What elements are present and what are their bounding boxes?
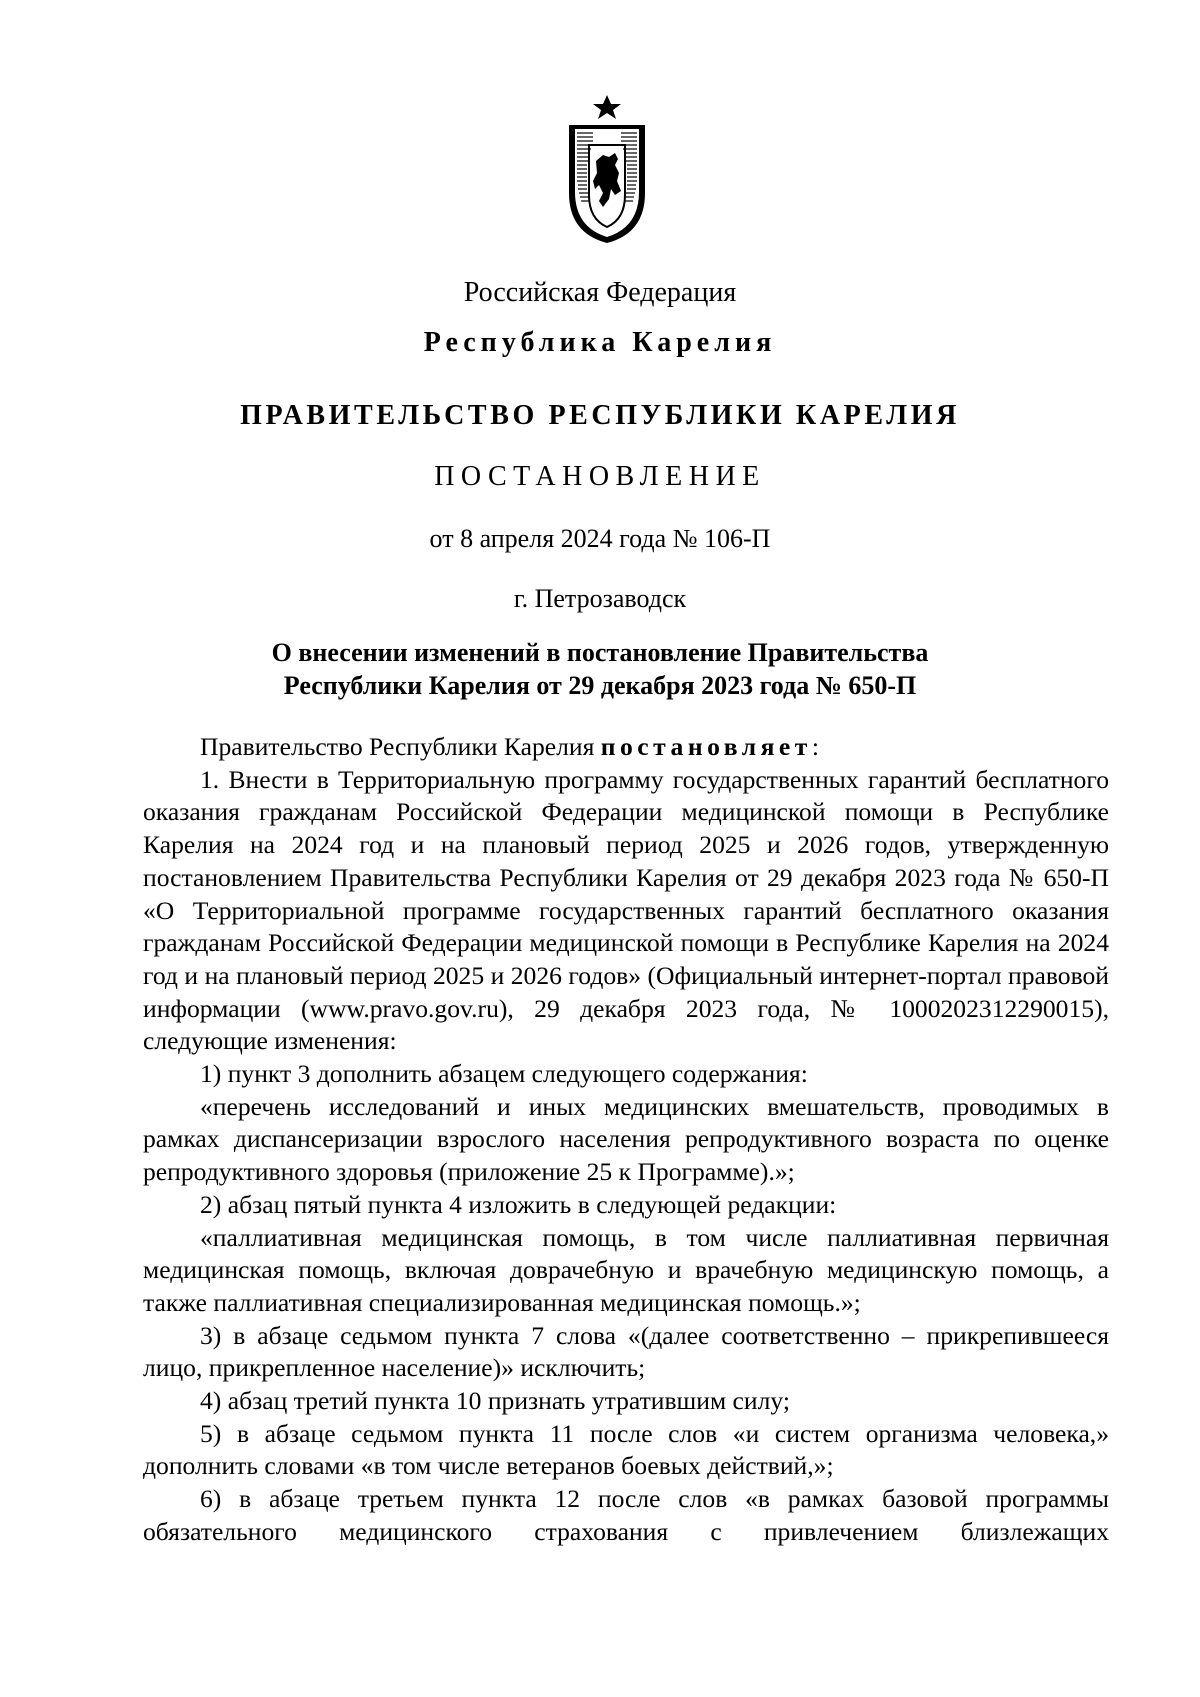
item-5: 5) в абзаце седьмом пункта 11 после слов «и систем организма человека,» дополнить словами «в том числе ветеранов боевых действий,»; xyxy=(143,1418,1109,1481)
item-2: 2) абзац пятый пункта 4 изложить в следующей редакции: xyxy=(200,1189,837,1219)
intro-spaced-word: постановляет xyxy=(600,732,812,761)
title-line-2: Республики Карелия от 29 декабря 2023 года № 650-П xyxy=(283,671,917,700)
quote-2: «паллиативная медицинская помощь, в том числе паллиативная первичная медицинская помощь, включая доврачебную и врачебную медицинскую помощь, а также паллиативная специализированная медицинская помощь.»; xyxy=(143,1222,1109,1317)
item-3: 3) в абзаце седьмом пункта 7 слова «(далее соответственно – прикрепившееся лицо, прикрепленное население)» исключить; xyxy=(143,1320,1109,1383)
item-1: 1) пункт 3 дополнить абзацем следующего содержания: xyxy=(200,1059,808,1089)
decree-date-number: от 8 апреля 2024 года № 106-П xyxy=(429,524,771,553)
decree-city: г. Петрозаводск xyxy=(513,584,687,613)
item-4: 4) абзац третий пункта 10 признать утратившим силу; xyxy=(200,1386,790,1416)
intro-prefix: Правительство Республики Карелия xyxy=(200,732,601,761)
paragraph-1: 1. Внести в Территориальную программу государственных гарантий бесплатного оказания гражданам Российской Федерации медицинской помощи в Республике Карелия на 2024 год и на плановый период 2025 и 2026 годов, утвержденную постановлением Правительства Республики Карелия от 29 декабря 2023 года № 650-П «О Территориальной программе государственных гарантий бесплатного оказания гражданам Российской Федерации медицинской помощи в Республике Карелия на 2024 год и на плановый период 2025 и 2026 годов» (Официальный интернет-портал правовой информации (www.pravo.gov.ru), 29 декабря 2023 года, № 1000202312290015), следующие изменения: xyxy=(143,764,1109,1056)
decree-title xyxy=(0,636,1200,702)
decree-body xyxy=(143,731,1109,1581)
karelia-coat-of-arms-icon xyxy=(563,95,651,245)
quote-1: «перечень исследований и иных медицинских вмешательств, проводимых в рамках диспансеризации взрослого населения репродуктивного возраста по оценке репродуктивного здоровья (приложение 25 к Программе).»; xyxy=(143,1091,1109,1187)
republic-name: Республика Карелия xyxy=(423,327,777,358)
intro-paragraph xyxy=(143,731,1109,764)
star-icon xyxy=(593,95,621,119)
item-6: 6) в абзаце третьем пункта 12 после слов «в рамках базовой программы обязательного медицинского страхования с привлечением близлежащих xyxy=(143,1484,1109,1546)
government-name: ПРАВИТЕЛЬСТВО РЕСПУБЛИКИ КАРЕЛИЯ xyxy=(240,400,960,431)
country-name: Российская Федерация xyxy=(463,277,737,308)
title-line-1: О внесении изменений в постановление Правительства xyxy=(271,638,929,667)
decree-type: ПОСТАНОВЛЕНИЕ xyxy=(434,461,766,492)
intro-suffix: : xyxy=(811,732,819,761)
